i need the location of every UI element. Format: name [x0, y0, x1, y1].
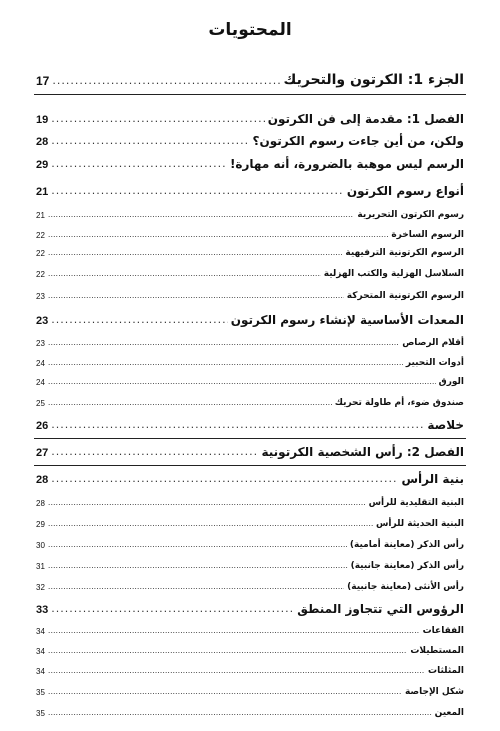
dot-leader: [48, 560, 348, 571]
dot-leader: [48, 337, 399, 348]
toc-entry[interactable]: [36, 700, 464, 718]
toc-entry-title: رأس الأنثى (معاينة جانبية): [347, 582, 464, 592]
toc-entry-page: 28: [36, 474, 49, 486]
toc-entry-page: 26: [36, 420, 49, 432]
toc-entry-page: 17: [36, 74, 50, 88]
dot-leader: [48, 625, 420, 636]
toc-entry-page: 25: [36, 399, 45, 408]
dot-leader: [48, 686, 402, 697]
toc-entry[interactable]: [36, 283, 464, 301]
toc-entry-page: 29: [36, 159, 49, 171]
toc-entry[interactable]: [36, 468, 464, 486]
toc-entry-title: خلاصة: [427, 418, 464, 432]
toc-entry[interactable]: [36, 658, 464, 676]
toc-entry[interactable]: [36, 511, 464, 529]
dot-leader: [48, 209, 355, 220]
dot-leader: [48, 645, 407, 656]
dot-leader: [48, 581, 344, 592]
toc-entry[interactable]: [36, 414, 464, 432]
toc-entry[interactable]: [36, 441, 464, 459]
toc-entry[interactable]: [36, 598, 464, 616]
toc-entry-title: الفقاعات: [422, 626, 464, 636]
toc-entry-title: شكل الإجاصة: [404, 687, 464, 697]
toc-entry-title: المعدات الأساسية لإنشاء رسوم الكرتون: [230, 313, 464, 327]
section-divider: [34, 465, 466, 466]
dot-leader: [51, 602, 294, 616]
toc-entry-page: 27: [36, 447, 49, 459]
toc-entry-page: 28: [36, 499, 45, 508]
dot-leader: [48, 376, 436, 387]
dot-leader: [48, 268, 321, 279]
toc-entry-title: البنية التقليدية للرأس: [368, 498, 464, 508]
toc-entry-title: أدوات التحبير: [405, 358, 464, 368]
toc-entry[interactable]: [36, 240, 464, 258]
toc-entry[interactable]: [36, 180, 464, 198]
toc-entry[interactable]: [36, 369, 464, 387]
toc-entry-title: الفصل 1: مقدمة إلى فن الكرتون: [267, 112, 464, 126]
toc-entry-page: 22: [36, 270, 45, 279]
dot-leader: [48, 247, 342, 258]
dot-leader: [51, 418, 424, 432]
toc-entry[interactable]: [36, 153, 464, 171]
toc-entry[interactable]: [36, 638, 464, 656]
toc-entry-title: الرسوم الكرتونية الترفيهية: [345, 248, 464, 258]
toc-entry[interactable]: [36, 618, 464, 636]
toc-entry-page: 24: [36, 359, 45, 368]
toc-entry-title: أنواع رسوم الكرتون: [346, 184, 464, 198]
dot-leader: [51, 134, 249, 148]
toc-entry-page: 24: [36, 378, 45, 387]
dot-leader: [51, 184, 344, 198]
dot-leader: [48, 290, 344, 301]
dot-leader: [52, 74, 280, 88]
toc-entry[interactable]: [36, 70, 464, 88]
toc-entry-page: 22: [36, 231, 45, 240]
toc-entry[interactable]: [36, 574, 464, 592]
toc-entry-page: 34: [36, 667, 45, 676]
toc-entry-page: 35: [36, 688, 45, 697]
toc-entry-title: رسوم الكرتون التحريرية: [357, 210, 464, 220]
dot-leader: [48, 497, 366, 508]
toc-entry-page: 19: [36, 114, 49, 126]
toc-entry-page: 29: [36, 520, 45, 529]
page-title: المحتويات: [208, 20, 292, 40]
toc-entry-page: 28: [36, 136, 49, 148]
toc-entry-page: 35: [36, 709, 45, 718]
toc-entry-title: رأس الذكر (معاينة أمامية): [349, 540, 464, 550]
toc-entry-page: 30: [36, 541, 45, 550]
toc-entry-title: الرسوم الساخرة: [391, 230, 464, 240]
toc-entry-title: ولكن، من أين جاءت رسوم الكرتون؟: [252, 134, 464, 148]
toc-entry-title: البنية الحديثة للرأس: [375, 519, 464, 529]
toc-entry[interactable]: [36, 532, 464, 550]
dot-leader: [51, 445, 258, 459]
toc-entry[interactable]: [36, 202, 464, 220]
toc-entry[interactable]: [36, 222, 464, 240]
toc-entry[interactable]: [36, 679, 464, 697]
toc-entry-page: 32: [36, 583, 45, 592]
toc-entry[interactable]: [36, 330, 464, 348]
dot-leader: [48, 229, 388, 240]
toc-entry-title: رأس الذكر (معاينة جانبية): [350, 561, 464, 571]
dot-leader: [48, 357, 403, 368]
toc-entry-title: السلاسل الهزلية والكتب الهزلية: [323, 269, 464, 279]
toc-entry[interactable]: [36, 350, 464, 368]
dot-leader: [51, 112, 264, 126]
toc-entry-page: 23: [36, 315, 49, 327]
toc-entry-page: 21: [36, 211, 45, 220]
toc-entry-page: 33: [36, 604, 49, 616]
dot-leader: [48, 397, 332, 408]
toc-entry-page: 21: [36, 186, 49, 198]
toc-entry[interactable]: [36, 490, 464, 508]
toc-entry-title: بنية الرأس: [401, 472, 464, 486]
dot-leader: [51, 313, 228, 327]
toc-entry-title: الرؤوس التي تتجاوز المنطق: [297, 602, 464, 616]
toc-entry-title: الرسم ليس موهبة بالضرورة، أنه مهارة!: [229, 157, 464, 171]
toc-entry[interactable]: [36, 390, 464, 408]
section-divider: [34, 438, 466, 439]
toc-entry[interactable]: [36, 553, 464, 571]
toc-entry-title: الفصل 2: رأس الشخصية الكرتونية: [261, 445, 464, 459]
toc-entry-page: 23: [36, 339, 45, 348]
section-divider: [34, 94, 466, 95]
toc-entry-page: 23: [36, 292, 45, 301]
toc-entry-title: الورق: [438, 377, 464, 387]
dot-leader: [48, 665, 425, 676]
dot-leader: [51, 472, 398, 486]
toc-entry-title: المثلثات: [428, 666, 464, 676]
toc-entry-page: 31: [36, 562, 45, 571]
dot-leader: [48, 539, 347, 550]
toc-entry-page: 34: [36, 647, 45, 656]
dot-leader: [51, 157, 227, 171]
toc-entry-page: 22: [36, 249, 45, 258]
toc-entry[interactable]: [36, 261, 464, 279]
toc-entry-title: المستطيلات: [410, 646, 464, 656]
toc-entry-title: الجزء 1: الكرتون والتحريك: [283, 72, 464, 88]
toc-entry-title: المعين: [434, 708, 464, 718]
toc-entry-title: أقلام الرصاص: [402, 338, 464, 348]
toc-entry[interactable]: [36, 108, 464, 126]
toc-entry-title: الرسوم الكرتونية المتحركة: [346, 291, 464, 301]
toc-entry[interactable]: [36, 130, 464, 148]
toc-entry-page: 34: [36, 627, 45, 636]
toc-entry-title: صندوق ضوء، أم طاولة تحريك: [334, 398, 464, 408]
toc-entry[interactable]: [36, 309, 464, 327]
dot-leader: [48, 707, 432, 718]
dot-leader: [48, 518, 373, 529]
